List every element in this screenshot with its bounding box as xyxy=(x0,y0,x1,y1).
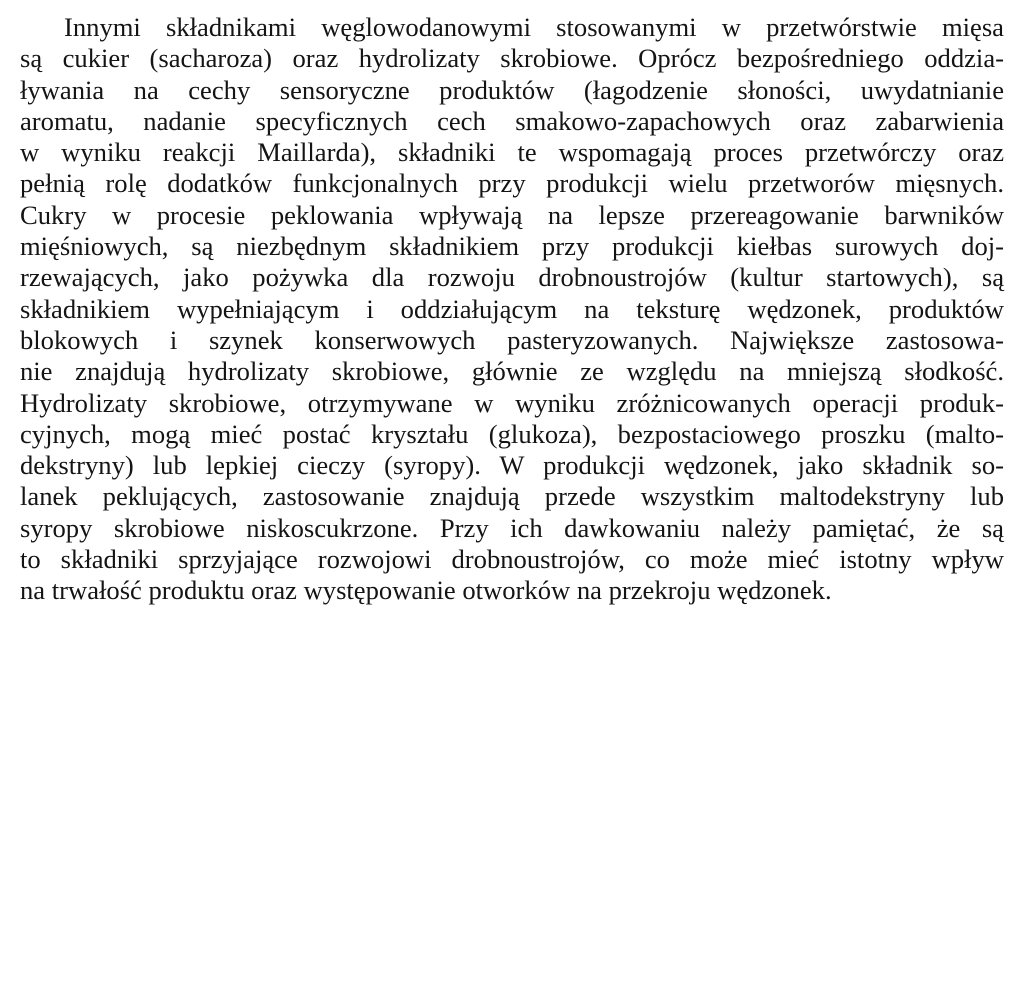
paragraph-line: ływania na cechy sensoryczne produktów (łagodzenie słoności, uwydatnianie xyxy=(20,74,1004,105)
paragraph-line: Cukry w procesie peklowania wpływają na lepsze przereagowanie barwników xyxy=(20,199,1004,230)
paragraph-line: rzewających, jako pożywka dla rozwoju drobnoustrojów (kultur startowych), są xyxy=(20,262,1004,293)
paragraph-line: w wyniku reakcji Maillarda), składniki te wspomagają proces przetwórczy oraz xyxy=(20,137,1004,168)
paragraph-line: mięśniowych, są niezbędnym składnikiem przy produkcji kiełbas surowych doj- xyxy=(20,231,1004,262)
paragraph-line: Innymi składnikami węglowodanowymi stosowanymi w przetwórstwie mięsa xyxy=(64,12,1004,42)
paragraph-line: aromatu, nadanie specyficznych cech smakowo-zapachowych oraz zabarwienia xyxy=(20,105,1004,136)
paragraph-line: syropy skrobiowe niskoscukrzone. Przy ich dawkowaniu należy pamiętać, że są xyxy=(20,512,1004,543)
paragraph-line: cyjnych, mogą mieć postać kryształu (glukoza), bezpostaciowego proszku (malto- xyxy=(20,418,1004,449)
paragraph-line: dekstryny) lub lepkiej cieczy (syropy). W produkcji wędzonek, jako składnik so- xyxy=(20,450,1004,481)
paragraph-line: składnikiem wypełniającym i oddziałującym na teksturę wędzonek, produktów xyxy=(20,293,1004,324)
paragraph-line: Hydrolizaty skrobiowe, otrzymywane w wyniku zróżnicowanych operacji produk- xyxy=(20,387,1004,418)
paragraph-line: są cukier (sacharoza) oraz hydrolizaty skrobiowe. Oprócz bezpośredniego oddzia- xyxy=(20,43,1004,74)
paragraph-line: nie znajdują hydrolizaty skrobiowe, głównie ze względu na mniejszą słodkość. xyxy=(20,356,1004,387)
paragraph-line: blokowych i szynek konserwowych pasteryzowanych. Największe zastosowa- xyxy=(20,324,1004,355)
body-paragraph xyxy=(20,12,1004,607)
paragraph-line: na trwałość produktu oraz występowanie otworków na przekroju wędzonek. xyxy=(20,575,832,606)
paragraph-line: lanek peklujących, zastosowanie znajdują przede wszystkim maltodekstryny lub xyxy=(20,481,1004,512)
document-page xyxy=(20,12,1004,972)
paragraph-line: pełnią rolę dodatków funkcjonalnych przy produkcji wielu przetworów mięsnych. xyxy=(20,168,1004,199)
paragraph-line: to składniki sprzyjające rozwojowi drobnoustrojów, co może mieć istotny wpływ xyxy=(20,544,1004,575)
